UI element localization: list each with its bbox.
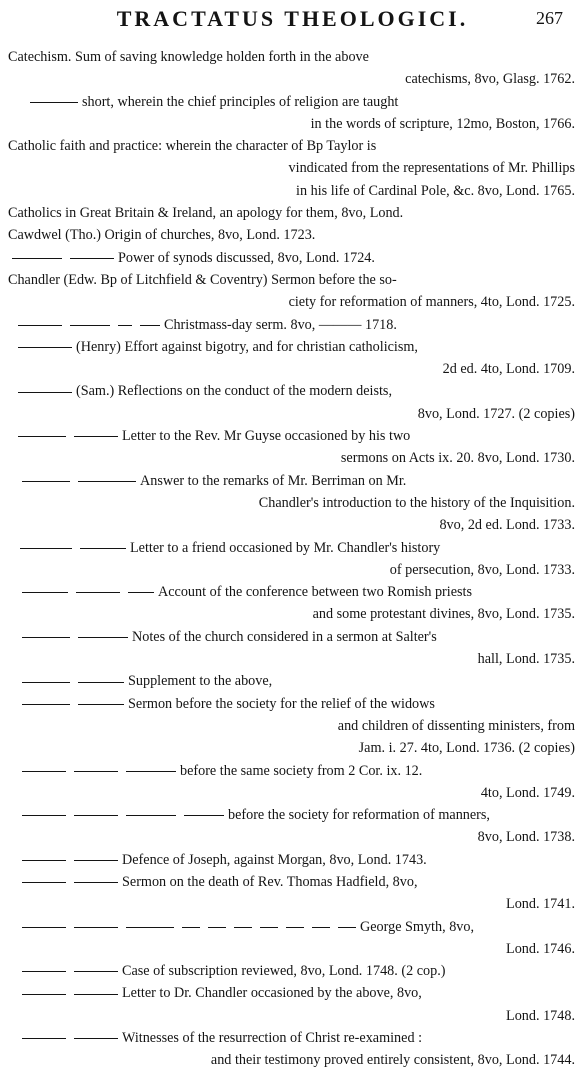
- entry-text: and children of dissenting ministers, from: [337, 717, 575, 734]
- ditto-dash: [76, 592, 120, 593]
- ditto-dash: [22, 704, 70, 705]
- catalogue-entry: [8, 537, 577, 582]
- ditto-dash: [312, 927, 330, 928]
- catalogue-entry: [8, 960, 577, 982]
- catalogue-entries: [8, 46, 577, 1072]
- ditto-dash: [74, 994, 118, 995]
- catalogue-entry: [8, 202, 577, 224]
- ditto-dash: [70, 258, 114, 259]
- ditto-dash: [126, 815, 176, 816]
- entry-text: Letter to the Rev. Mr Guyse occasioned by his two: [122, 428, 411, 445]
- entry-text: Sermon before the society for the relief of the widows: [128, 695, 435, 712]
- ditto-dash: [30, 102, 78, 103]
- ditto-dash: [182, 927, 200, 928]
- entry-continuation-line: [8, 68, 577, 90]
- ditto-dash: [22, 682, 70, 683]
- ditto-dash: [74, 860, 118, 861]
- entry-first-line: [8, 91, 577, 113]
- entry-continuation-line: [8, 514, 577, 536]
- catalogue-entry: [8, 91, 577, 136]
- entry-text: of persecution, 8vo, Lond. 1733.: [389, 561, 575, 578]
- catalogue-entry: [8, 581, 577, 626]
- entry-text: 8vo, 2d ed. Lond. 1733.: [439, 517, 575, 534]
- entry-first-line: [8, 982, 577, 1004]
- ditto-dash: [22, 637, 70, 638]
- entry-first-line: [8, 626, 577, 648]
- entry-continuation-line: [8, 291, 577, 313]
- ditto-dash: [184, 815, 224, 816]
- ditto-dash: [22, 771, 66, 772]
- entry-continuation-line: [8, 559, 577, 581]
- entry-continuation-line: [8, 492, 577, 514]
- entry-text: 8vo, Lond. 1727. (2 copies): [417, 405, 575, 422]
- entry-first-line: [8, 670, 577, 692]
- entry-text: Chandler's introduction to the history of the Inquisition.: [258, 494, 575, 511]
- ditto-dash: [78, 481, 136, 482]
- entry-continuation-line: [8, 157, 577, 179]
- catalogue-entry: [8, 135, 577, 202]
- entry-text: in the words of scripture, 12mo, Boston, 1766.: [310, 115, 575, 132]
- entry-text: before the same society from 2 Cor. ix. 12.: [180, 762, 423, 779]
- entry-text: Jam. i. 27. 4to, Lond. 1736. (2 copies): [358, 740, 575, 757]
- entry-continuation-line: [8, 1049, 577, 1071]
- ditto-dash: [18, 436, 66, 437]
- ditto-dash: [22, 592, 68, 593]
- catalogue-entry: [8, 1027, 577, 1072]
- ditto-dash: [78, 682, 124, 683]
- ditto-dash: [18, 325, 62, 326]
- entry-text: sermons on Acts ix. 20. 8vo, Lond. 1730.: [340, 450, 575, 467]
- entry-text: Witnesses of the resurrection of Christ re-examined :: [122, 1030, 423, 1047]
- entry-text: hall, Lond. 1735.: [477, 651, 575, 668]
- entry-first-line: [8, 314, 577, 336]
- ditto-dash: [126, 927, 174, 928]
- ditto-dash: [22, 1038, 66, 1039]
- ditto-dash: [18, 392, 72, 393]
- entry-text: short, wherein the chief principles of religion are taught: [82, 93, 399, 110]
- ditto-dash: [22, 815, 66, 816]
- entry-first-line: [8, 693, 577, 715]
- ditto-dash: [22, 481, 70, 482]
- ditto-dash: [22, 882, 66, 883]
- ditto-dash: [74, 882, 118, 883]
- entry-first-line: [8, 581, 577, 603]
- entry-continuation-line: [8, 826, 577, 848]
- entry-continuation-line: [8, 403, 577, 425]
- entry-continuation-line: [8, 938, 577, 960]
- entry-text: Lond. 1746.: [506, 940, 575, 957]
- entry-text: Chandler (Edw. Bp of Litchfield & Coventry) Sermon before the so-: [8, 271, 397, 288]
- ditto-dash: [118, 325, 132, 326]
- ditto-dash: [12, 258, 62, 259]
- entry-text: Sermon on the death of Rev. Thomas Hadfield, 8vo,: [122, 873, 418, 890]
- entry-text: and some protestant divines, 8vo, Lond. 1735.: [312, 606, 575, 623]
- catalogue-entry: [8, 470, 577, 537]
- entry-continuation-line: [8, 603, 577, 625]
- entry-first-line: [8, 135, 577, 157]
- catalogue-entry: [8, 760, 577, 805]
- entry-continuation-line: [8, 180, 577, 202]
- entry-first-line: [8, 1027, 577, 1049]
- entry-continuation-line: [8, 893, 577, 915]
- entry-text: 4to, Lond. 1749.: [480, 784, 575, 801]
- entry-first-line: [8, 537, 577, 559]
- ditto-dash: [260, 927, 278, 928]
- entry-text: Catholics in Great Britain & Ireland, an apology for them, 8vo, Lond.: [8, 205, 404, 222]
- entry-text: Letter to Dr. Chandler occasioned by the above, 8vo,: [122, 985, 422, 1002]
- entry-first-line: [8, 804, 577, 826]
- ditto-dash: [234, 927, 252, 928]
- catalogue-entry: [8, 871, 577, 916]
- ditto-dash: [22, 994, 66, 995]
- ditto-dash: [126, 771, 176, 772]
- entry-text: (Henry) Effort against bigotry, and for christian catholicism,: [76, 338, 418, 355]
- entry-first-line: [8, 871, 577, 893]
- ditto-dash: [70, 325, 110, 326]
- entry-first-line: [8, 760, 577, 782]
- ditto-dash: [74, 927, 118, 928]
- ditto-dash: [74, 436, 118, 437]
- entry-text: Lond. 1741.: [506, 896, 575, 913]
- entry-first-line: [8, 470, 577, 492]
- catalogue-entry: [8, 425, 577, 470]
- catalogue-entry: [8, 46, 577, 91]
- catalogue-entry: [8, 336, 577, 381]
- entry-text: 8vo, Lond. 1738.: [477, 829, 575, 846]
- catalogue-entry: [8, 804, 577, 849]
- entry-first-line: [8, 336, 577, 358]
- catalogue-entry: [8, 314, 577, 336]
- entry-text: Letter to a friend occasioned by Mr. Chandler's history: [130, 539, 441, 556]
- entry-continuation-line: [8, 447, 577, 469]
- ditto-dash: [18, 347, 72, 348]
- ditto-dash: [74, 771, 118, 772]
- entry-text: vindicated from the representations of Mr. Phillips: [288, 160, 575, 177]
- catalogue-entry: [8, 693, 577, 760]
- catalogue-entry: [8, 670, 577, 692]
- running-title: TRACTATUS THEOLOGICI.: [116, 6, 469, 31]
- entry-first-line: [8, 46, 577, 68]
- catalogue-entry: [8, 247, 577, 269]
- catalogue-entry: [8, 269, 577, 314]
- ditto-dash: [22, 971, 66, 972]
- entry-continuation-line: [8, 1005, 577, 1027]
- entry-text: in his life of Cardinal Pole, &c. 8vo, Lond. 1765.: [296, 182, 575, 199]
- entry-continuation-line: [8, 358, 577, 380]
- ditto-dash: [128, 592, 154, 593]
- entry-text: Case of subscription reviewed, 8vo, Lond. 1748. (2 cop.): [122, 963, 446, 980]
- entry-text: Catechism. Sum of saving knowledge holden forth in the above: [8, 49, 369, 65]
- ditto-dash: [78, 637, 128, 638]
- entry-text: Supplement to the above,: [128, 673, 273, 690]
- ditto-dash: [74, 971, 118, 972]
- entry-continuation-line: [8, 715, 577, 737]
- ditto-dash: [74, 815, 118, 816]
- ditto-dash: [208, 927, 226, 928]
- ditto-dash: [20, 548, 72, 549]
- entry-first-line: [8, 380, 577, 402]
- entry-text: before the society for reformation of manners,: [228, 807, 490, 824]
- ditto-dash: [286, 927, 304, 928]
- ditto-dash: [74, 1038, 118, 1039]
- entry-text: Answer to the remarks of Mr. Berriman on Mr.: [140, 472, 407, 489]
- page-number: 267: [536, 8, 563, 28]
- entry-text: George Smyth, 8vo,: [360, 918, 475, 935]
- entry-text: (Sam.) Reflections on the conduct of the modern deists,: [76, 383, 392, 400]
- entry-text: Lond. 1748.: [506, 1007, 575, 1024]
- entry-text: ciety for reformation of manners, 4to, Lond. 1725.: [288, 294, 575, 311]
- ditto-dash: [338, 927, 356, 928]
- entry-text: 2d ed. 4to, Lond. 1709.: [442, 361, 575, 378]
- entry-continuation-line: [8, 113, 577, 135]
- ditto-dash: [78, 704, 124, 705]
- entry-continuation-line: [8, 737, 577, 759]
- page-header: [8, 0, 577, 44]
- ditto-dash: [22, 927, 66, 928]
- catalogue-entry: [8, 916, 577, 961]
- entry-text: Catholic faith and practice: wherein the character of Bp Taylor is: [8, 138, 377, 155]
- entry-text: Notes of the church considered in a sermon at Salter's: [132, 628, 437, 645]
- entry-text: Defence of Joseph, against Morgan, 8vo, Lond. 1743.: [122, 851, 427, 868]
- entry-first-line: [8, 425, 577, 447]
- entry-first-line: [8, 269, 577, 291]
- entry-first-line: [8, 960, 577, 982]
- entry-first-line: [8, 849, 577, 871]
- entry-text: Account of the conference between two Romish priests: [158, 584, 472, 601]
- ditto-dash: [22, 860, 66, 861]
- catalogue-entry: [8, 849, 577, 871]
- catalogue-entry: [8, 982, 577, 1027]
- entry-continuation-line: [8, 648, 577, 670]
- entry-first-line: [8, 202, 577, 224]
- entry-text: Cawdwel (Tho.) Origin of churches, 8vo, Lond. 1723.: [8, 227, 316, 244]
- entry-first-line: [8, 224, 577, 246]
- ditto-dash: [140, 325, 160, 326]
- entry-text: catechisms, 8vo, Glasg. 1762.: [405, 71, 575, 88]
- catalogue-entry: [8, 626, 577, 671]
- catalogue-entry: [8, 224, 577, 246]
- entry-text: and their testimony proved entirely consistent, 8vo, Lond. 1744.: [210, 1052, 575, 1069]
- entry-first-line: [8, 916, 577, 938]
- entry-continuation-line: [8, 782, 577, 804]
- entry-text: Power of synods discussed, 8vo, Lond. 1724.: [118, 249, 375, 266]
- catalogue-entry: [8, 380, 577, 425]
- entry-first-line: [8, 247, 577, 269]
- entry-text: Christmass-day serm. 8vo, ——— 1718.: [164, 316, 397, 333]
- ditto-dash: [80, 548, 126, 549]
